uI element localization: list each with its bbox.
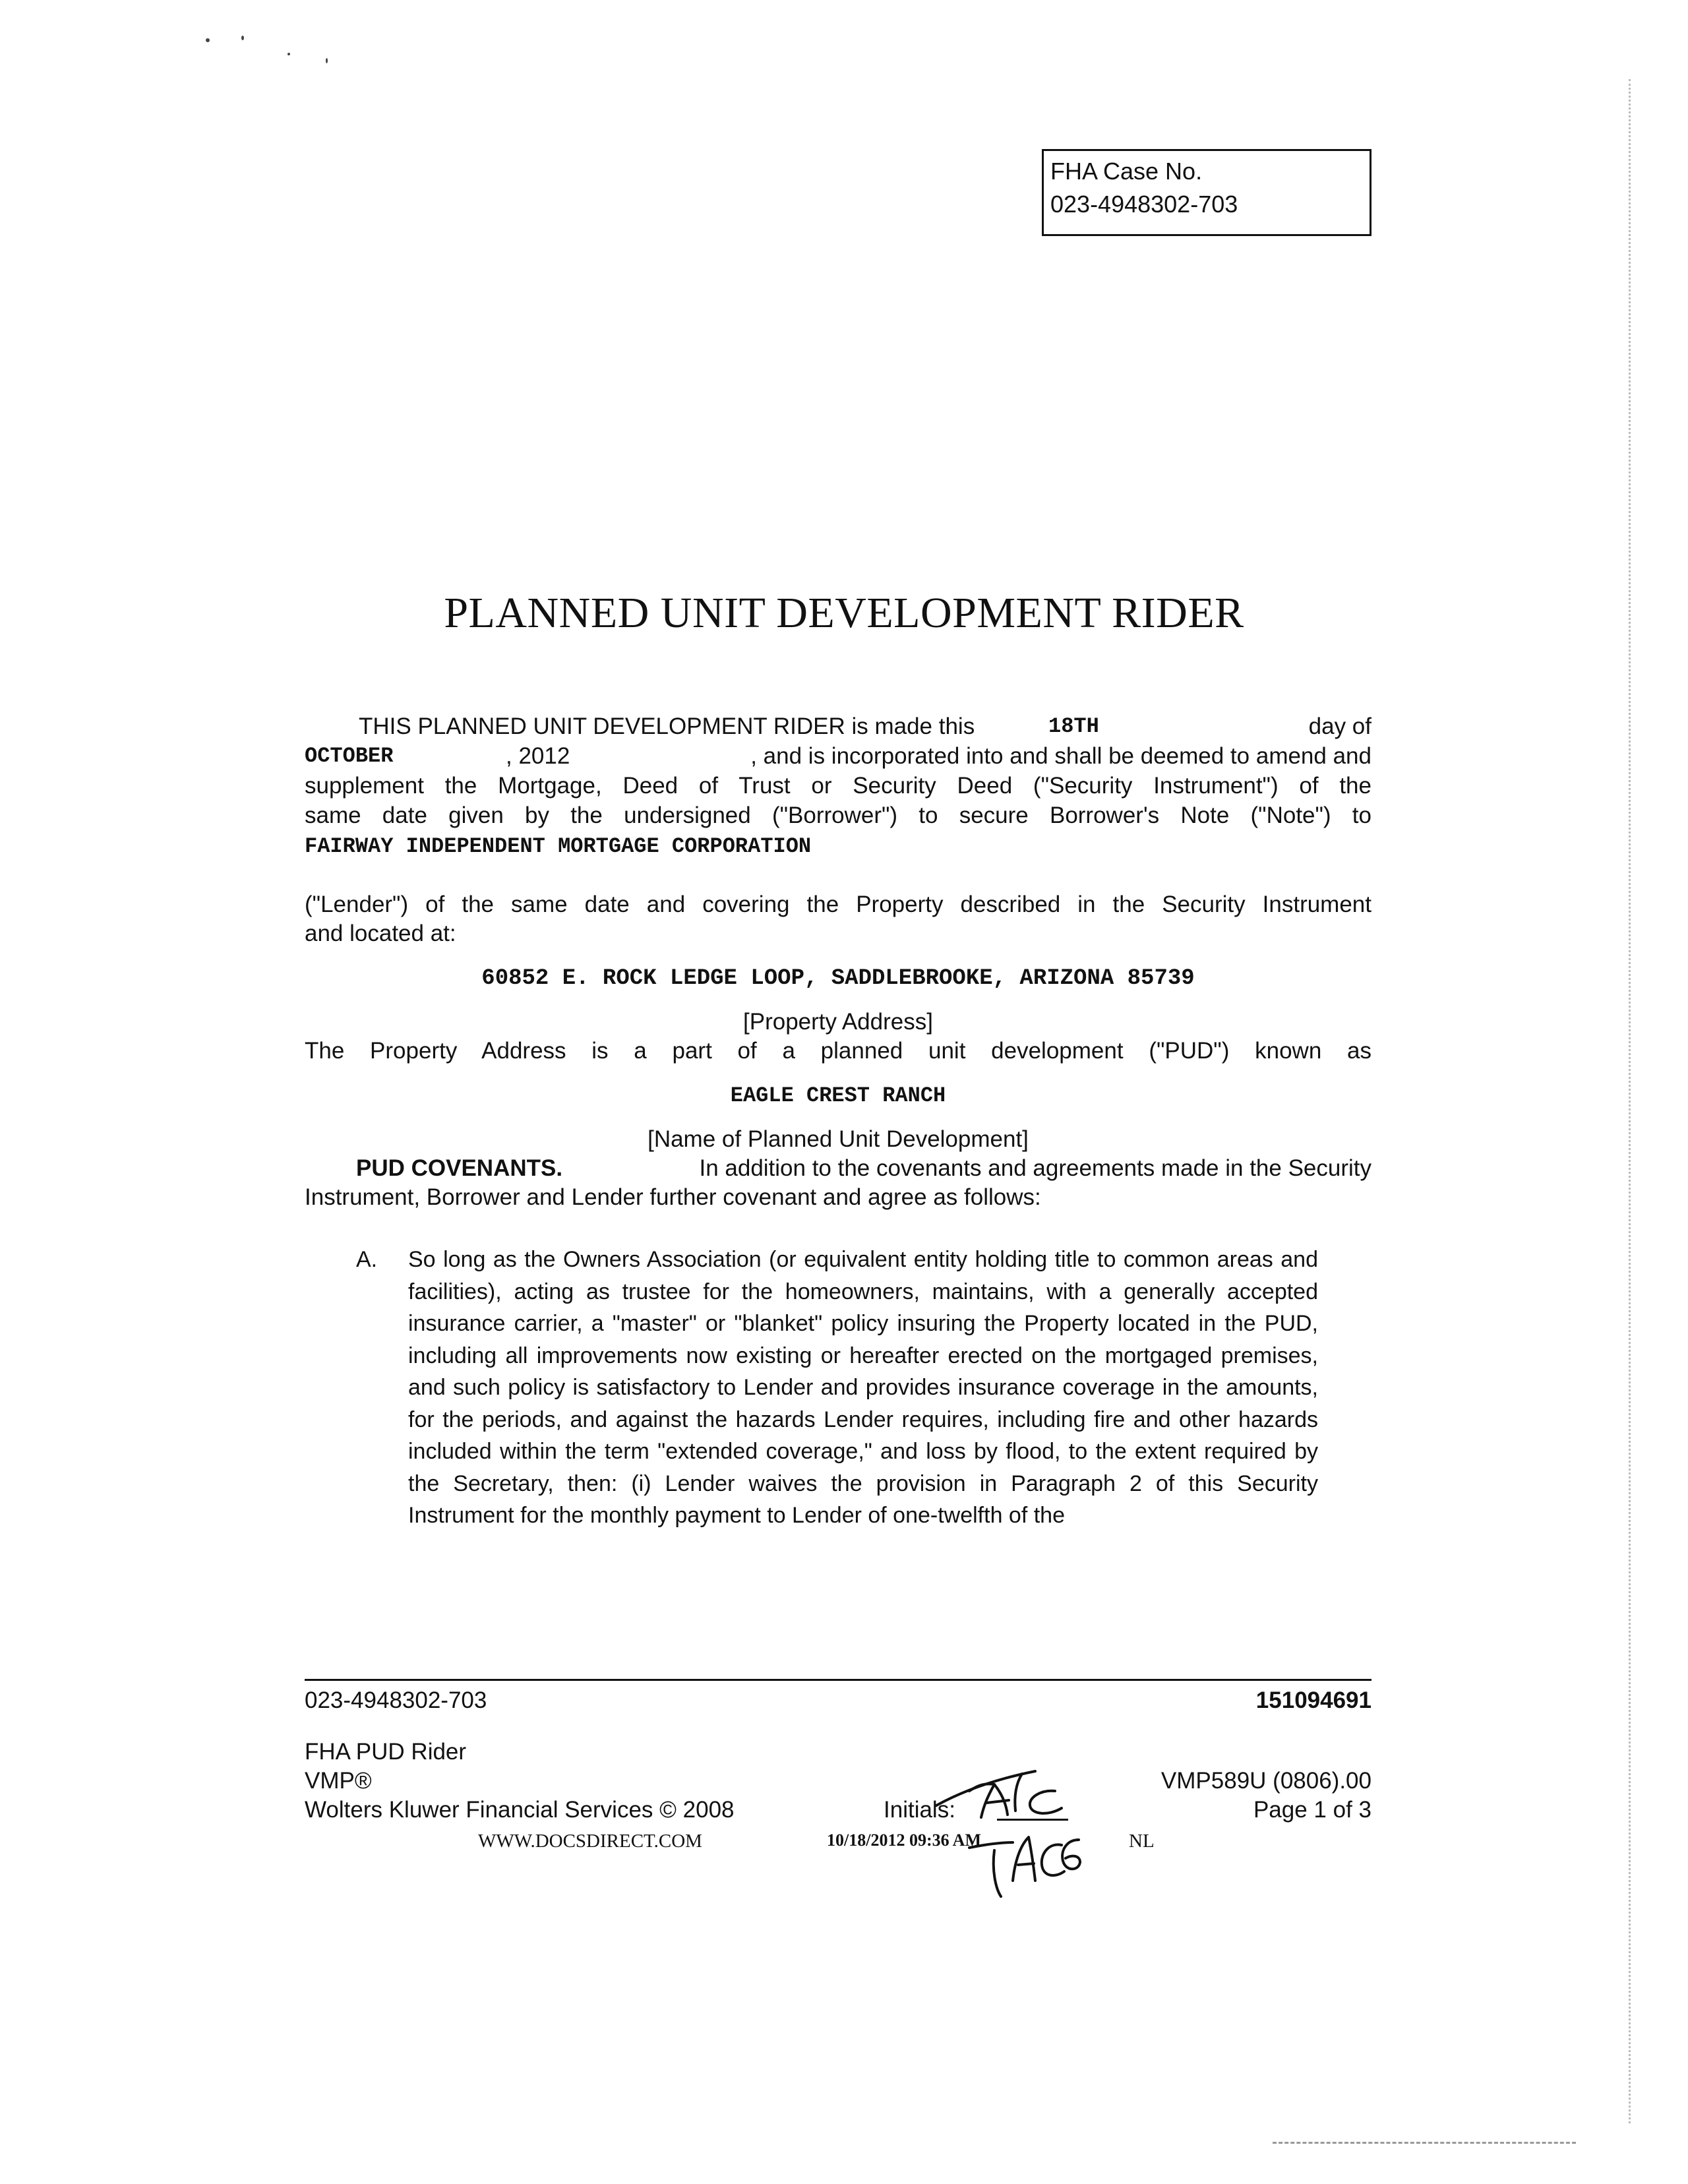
intro-line-2: [305, 742, 1372, 771]
footer-timestamp: 10/18/2012 09:36 AM: [827, 1831, 981, 1850]
covenants-heading: PUD COVENANTS.: [356, 1155, 563, 1181]
footer-website: WWW.DOCSDIRECT.COM: [478, 1831, 702, 1852]
footer-case-number: 023-4948302-703: [305, 1687, 487, 1713]
footer-page: Page 1 of 3: [1253, 1797, 1372, 1823]
day-of-label: day of: [1308, 713, 1372, 739]
covenant-a-letter: A.: [356, 1247, 378, 1272]
rider-month: OCTOBER: [305, 744, 394, 768]
fha-case-label: FHA Case No.: [1050, 158, 1203, 185]
rider-year: , 2012: [506, 743, 570, 769]
intro-line-3: supplement the Mortgage, Deed of Trust or Security Deed ("Security Instrument") of the: [305, 773, 1372, 799]
intro-line-6: ("Lender") of the same date and covering the Property described in the Security Instrument: [305, 892, 1372, 917]
footer-nl: NL: [1129, 1831, 1155, 1852]
pud-line: The Property Address is a part of a planned unit development ("PUD") known as: [305, 1038, 1372, 1064]
property-address-caption: [Property Address]: [743, 1009, 933, 1035]
fha-case-number: 023-4948302-703: [1050, 191, 1238, 218]
footer-loan-number: 151094691: [1255, 1687, 1372, 1713]
intro-line-4: same date given by the undersigned ("Borrower") to secure Borrower's Note ("Note") to: [305, 803, 1372, 828]
property-address: 60852 E. ROCK LEDGE LOOP, SADDLEBROOKE, ARIZONA 85739: [481, 966, 1195, 991]
scan-bottom-dashes: [1273, 2142, 1576, 2144]
fha-case-box: [1042, 149, 1372, 236]
covenants-line-2: Instrument, Borrower and Lender further covenant and agree as follows:: [305, 1184, 1041, 1210]
scan-speck: [326, 58, 328, 63]
intro-text-start: THIS PLANNED UNIT DEVELOPMENT RIDER is made this: [359, 713, 975, 739]
footer-form-name: FHA PUD Rider: [305, 1739, 467, 1765]
pud-name: EAGLE CREST RANCH: [730, 1083, 946, 1108]
scan-speck: [287, 53, 290, 55]
footer-rule: [305, 1679, 1372, 1681]
scan-speck: [206, 38, 210, 42]
covenants-line-1-rest: In addition to the covenants and agreements made in the Security: [699, 1155, 1372, 1181]
scan-edge-dots: [1629, 79, 1631, 2123]
pud-name-caption: [Name of Planned Unit Development]: [648, 1126, 1029, 1152]
lender-name: FAIRWAY INDEPENDENT MORTGAGE CORPORATION: [305, 834, 812, 859]
scan-speck: [241, 36, 244, 40]
footer-form-code: VMP589U (0806).00: [1160, 1768, 1372, 1794]
intro-line-2-rest: , and is incorporated into and shall be deemed to amend and: [750, 743, 1372, 769]
intro-line-7: and located at:: [305, 921, 456, 946]
footer-publisher: Wolters Kluwer Financial Services © 2008: [305, 1797, 735, 1823]
covenants-line-1: [305, 1154, 1372, 1183]
covenant-a-text: So long as the Owners Association (or equivalent entity holding title to common areas and facilities), acting as trustee for the homeowners, maintains, with a generally accepted insurance carrier, a "master" or "blanket" policy insuring the Property located in the PUD, including all improvements now existing or hereafter erected on the mortgaged premises, and such policy is satisfactory to Lender and provides insurance coverage in the amounts, for the periods, and against the hazards Lender requires, including fire and other hazards included within the term "extended coverage," and loss by flood, to the extent required by the Secretary, then: (i) Lender waives the provision in Paragraph 2 of this Security Instrument for the monthly payment to Lender of one-twelfth of the: [408, 1247, 1318, 1528]
initials-label: Initials:: [884, 1797, 955, 1823]
intro-line-1: [305, 712, 1372, 741]
footer-vmp: VMP®: [305, 1768, 372, 1794]
document-title: PLANNED UNIT DEVELOPMENT RIDER: [444, 589, 1244, 637]
rider-day: 18TH: [1048, 714, 1099, 739]
